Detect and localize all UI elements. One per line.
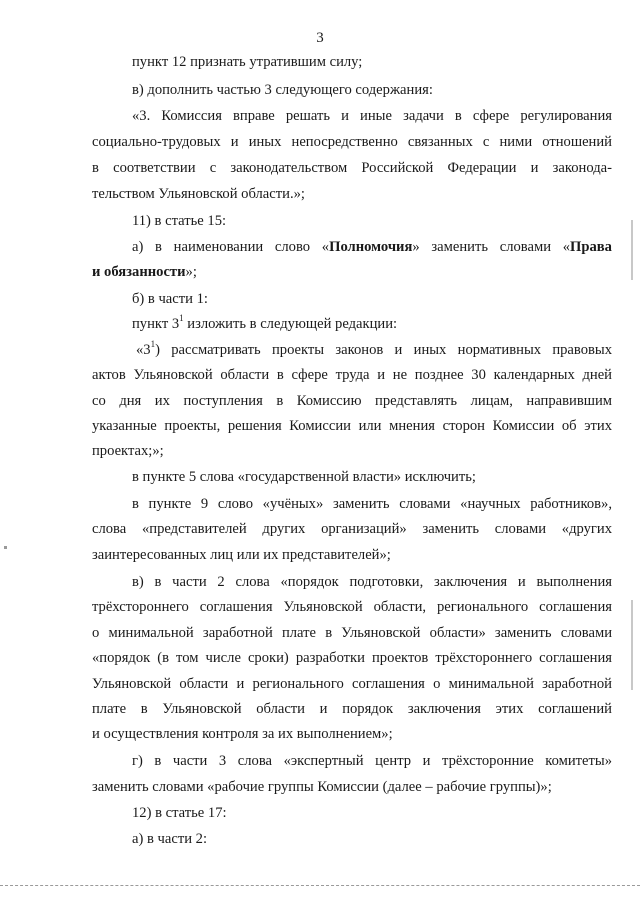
text-line: в) дополнить частью 3 следующего содержания:: [132, 82, 433, 98]
text-line: а) в части 2:: [132, 831, 208, 847]
text-fragment: изложить в следующей редакции:: [183, 316, 398, 332]
text-line: указанные проекты, решения Комиссии или мнения сторон Комиссии об этих: [92, 418, 612, 434]
text-fragment: пункт 3: [132, 316, 180, 332]
text-line: 11) в статье 15:: [132, 213, 227, 229]
text-line: социально-трудовых и иных непосредственно связанных с ними отношений: [92, 134, 612, 150]
text-line: о минимальной заработной плате в Ульяновской области» заменить словами: [92, 625, 612, 641]
text-line: тельством Ульяновской области.»;: [92, 186, 305, 202]
superscript: 1: [150, 339, 156, 350]
text-line: актов Ульяновской области в сфере труда и не позднее 30 календарных дней: [92, 367, 612, 383]
text-line: 12) в статье 17:: [132, 805, 227, 821]
scan-artifact: [631, 220, 633, 280]
text-line: «порядок (в том числе сроки) разработки проектов трёхстороннего соглашения: [92, 650, 612, 666]
bold-term: Полномочия: [329, 239, 413, 255]
text-line: и осуществления контроля за их выполнением»;: [92, 726, 393, 742]
text-line: [132, 237, 612, 257]
bold-term: Права: [570, 239, 612, 255]
text-line: Ульяновской области и регионального соглашения о минимальной заработной: [92, 676, 612, 692]
page-bottom-edge: [0, 885, 640, 886]
superscript: 1: [179, 313, 184, 324]
text-line: заменить словами «рабочие группы Комиссии (далее – рабочие группы)»;: [92, 779, 552, 795]
text-line: [136, 340, 612, 360]
text-line: пункт 12 признать утратившим силу;: [132, 54, 363, 70]
text-line: [132, 314, 397, 334]
text-fragment: а) в наименовании слово «: [132, 239, 330, 255]
text-line: проектах;»;: [92, 443, 164, 459]
text-line: со дня их поступления в Комиссию представлять лицам, направившим: [92, 393, 612, 409]
text-line: слова «представителей других организаций» заменить словами «других: [92, 521, 612, 537]
scan-artifact: [631, 600, 633, 690]
text-fragment: ) рассматривать проекты законов и иных нормативных правовых: [155, 342, 612, 358]
text-line: трёхстороннего соглашения Ульяновской области, регионального соглашения: [92, 599, 612, 615]
text-line: б) в части 1:: [132, 291, 208, 307]
text-fragment: » заменить словами «: [412, 239, 571, 255]
text-line: в соответствии с законодательством Российской Федерации и законода-: [92, 160, 612, 176]
text-line: в пункте 9 слово «учёных» заменить словами «научных работников»,: [132, 496, 612, 512]
text-line: плате в Ульяновской области и порядок заключения этих соглашений: [92, 701, 612, 717]
text-line: в пункте 5 слова «государственной власти» исключить;: [132, 469, 476, 485]
bold-term: и обязанности: [92, 264, 186, 280]
text-fragment: »;: [185, 264, 197, 280]
page-number: 3: [316, 30, 324, 46]
text-line: в) в части 2 слова «порядок подготовки, заключения и выполнения: [132, 574, 612, 590]
text-line: «3. Комиссия вправе решать и иные задачи в сфере регулирования: [132, 108, 612, 124]
text-line: г) в части 3 слова «экспертный центр и трёхсторонние комитеты»: [132, 753, 612, 769]
text-line: [92, 262, 197, 282]
text-line: заинтересованных лиц или их представителей»;: [92, 547, 391, 563]
scan-artifact: [4, 546, 7, 549]
text-fragment: «3: [136, 342, 151, 358]
